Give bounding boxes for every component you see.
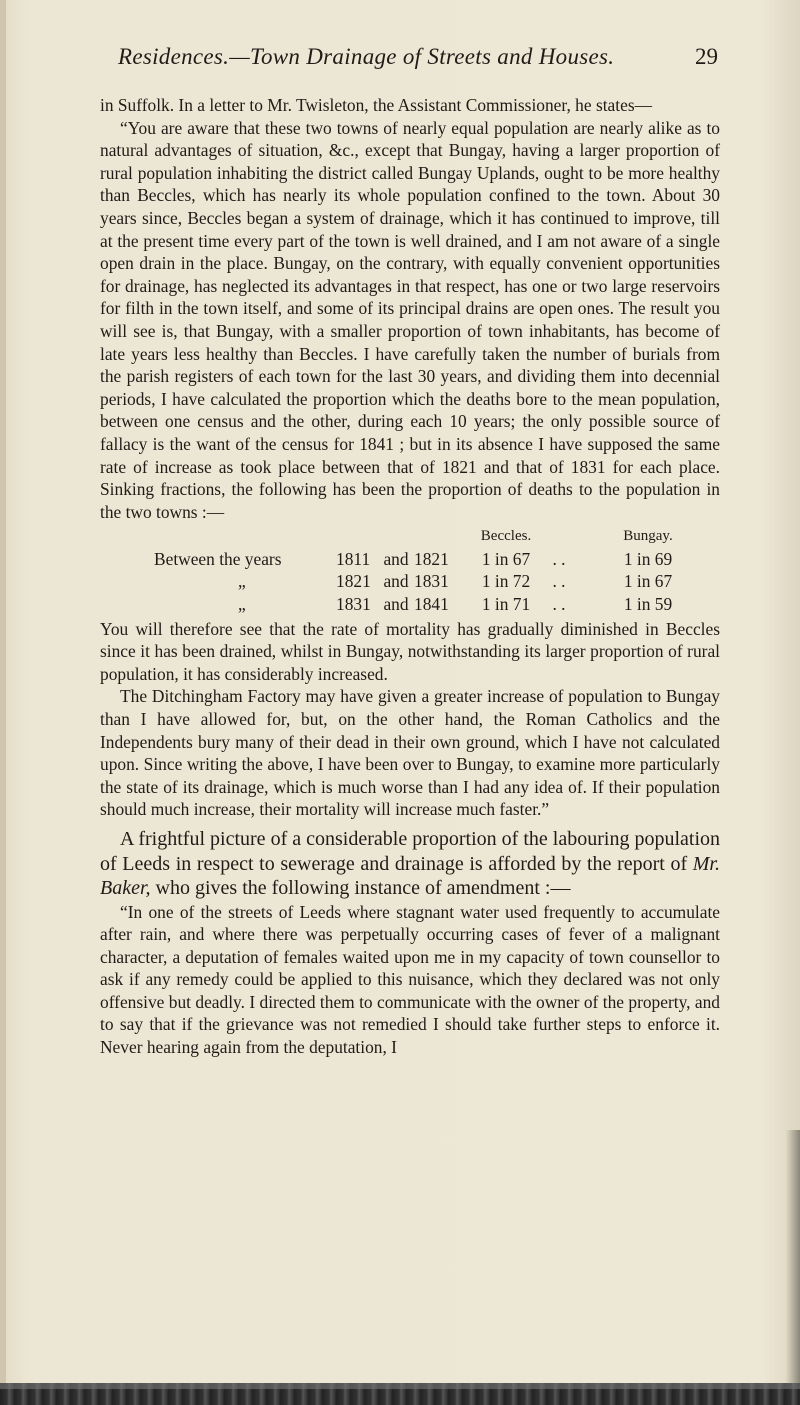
table-row [100, 570, 720, 593]
row-year-end: 1841 [414, 594, 449, 615]
row-bungay: 1 in 69 [623, 548, 673, 569]
col-header-bungay: Bungay. [623, 528, 673, 545]
row-year-start: 1811 [336, 548, 371, 569]
author-name: Mr. Baker, [100, 852, 720, 899]
table-row [100, 548, 720, 571]
mortality-table [100, 525, 720, 615]
scan-bottom-edge [0, 1383, 800, 1405]
row-lead: „ [238, 594, 246, 615]
paragraph-leeds [100, 827, 720, 901]
row-beccles: 1 in 71 [481, 594, 531, 615]
running-title: Residences.—Town Drainage of Streets and Houses. [118, 44, 615, 69]
row-year-start: 1831 [336, 594, 371, 615]
row-and: and [383, 548, 409, 569]
row-year-end: 1831 [414, 571, 449, 592]
row-bungay: 1 in 67 [623, 571, 673, 592]
row-beccles: 1 in 67 [481, 548, 531, 569]
row-dots: . . [552, 571, 566, 592]
row-beccles: 1 in 72 [481, 571, 531, 592]
col-header-beccles: Beccles. [480, 528, 532, 545]
row-lead: „ [238, 571, 246, 592]
paragraph-quote-leeds: “In one of the streets of Leeds where stagnant water used frequently to accumulate after rain, and where there was perpetually occurring cases of fever of a malignant character, a deputation of females waited upon me in my capacity of town counsellor to ask if any remedy could be applied to this nuisance, which they declared was not only offensive but deadly. I directed them to communicate with the owner of the property, and to say that if the grievance was not remedied I should take further steps to enforce it. Never hearing again from the deputation, I [100, 901, 720, 1058]
paragraph-quote-letter: “You are aware that these two towns of nearly equal population are nearly alike as to natural advantages of situation, &c., except that Bungay, having a larger proportion of rural population inhabiting the district called Bungay Uplands, ought to be more healthy than Beccles, which has nearly its whole population confined to the town. About 30 years since, Beccles began a system of drainage, which it has continued to improve, till at the present time every part of the town is well drained, and I am not aware of a single open drain in the place. Bungay, on the contrary, with equally convenient opportunities for drainage, has neglected its advantages in that respect, has one or two large reservoirs for filth in the town itself, and some of its principal drains are open ones. The result you will see is, that Bungay, with a smaller proportion of town inhabitants, has become of late years less healthy than Beccles. I have carefully taken the number of burials from the parish registers of each town for the last 30 years, and dividing them into decennial periods, I have calculated the proportion which the deaths bore to the mean population, between one census and the other, during each 10 years; the only possible source of fallacy is the want of the census for 1841 ; but in its absence I have supposed the same rate of increase as took place between that of 1821 and that of 1831 for each place. Sinking fractions, the following has been the proportion of deaths to the population in the two towns :— [100, 117, 720, 522]
row-bungay: 1 in 59 [623, 594, 673, 615]
paragraph-conclusion: You will therefore see that the rate of mortality has gradually diminished in Beccles since it has been drained, whilst in Bungay, notwithstanding its larger proportion of rural population, it has considerably increased. [100, 618, 720, 684]
row-dots: . . [552, 594, 566, 615]
leeds-text-b: who gives the following instance of amendment :— [150, 877, 571, 899]
paragraph-ditchingham: The Ditchingham Factory may have given a greater increase of population to Bungay than I have allowed for, but, on the other hand, the Roman Catholics and the Independents bury many of their dead in their own ground, which I have not calculated upon. Since writing the above, I have been over to Bungay, to examine more particularly the state of its drainage, which is much worse than I had any idea of. If their population should much increase, their mortality will increase much faster.” [100, 686, 720, 820]
row-and: and [383, 594, 409, 615]
leeds-text-a: A frightful picture of a considerable proportion of the labouring population of Leeds in respect to sewerage and drainage is afforded by the report of [100, 828, 720, 875]
running-header [118, 44, 718, 78]
page-number: 29 [695, 44, 718, 69]
paragraph-1: in Suffolk. In a letter to Mr. Twisleton, the Assistant Commissioner, he states— [100, 95, 652, 115]
row-year-start: 1821 [336, 571, 371, 592]
row-dots: . . [552, 548, 566, 569]
page-gutter [0, 0, 6, 1405]
row-lead: Between the years [154, 548, 282, 569]
table-header-row [100, 525, 720, 548]
page-edge-shadow [786, 1130, 800, 1390]
table-row [100, 593, 720, 616]
row-and: and [383, 571, 409, 592]
row-year-end: 1821 [414, 548, 449, 569]
page-body [100, 94, 720, 1059]
